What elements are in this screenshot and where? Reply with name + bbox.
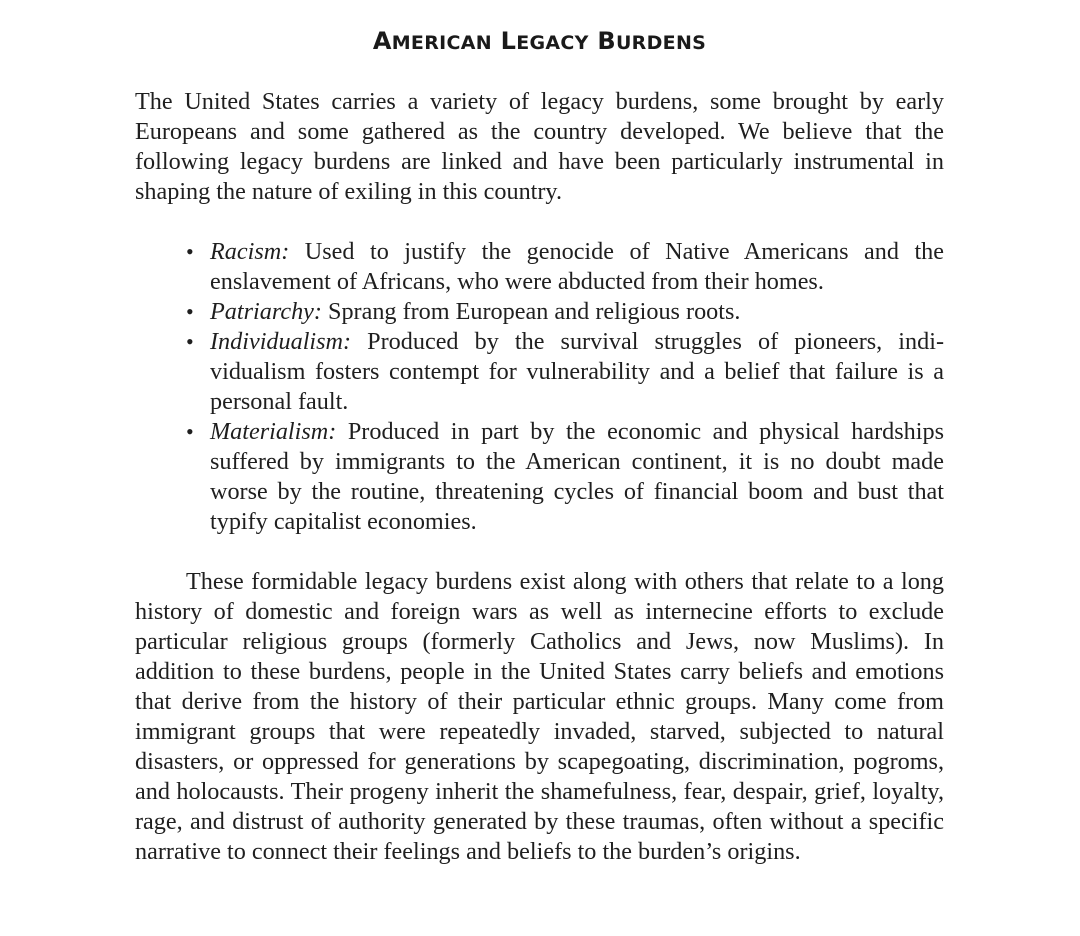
bullet-icon: • (186, 329, 194, 354)
bullet-icon: • (186, 419, 194, 444)
burden-description: Produced by the survival struggles of pioneers, individualism fosters contempt for vulnerability and a belief that failure is a personal fault. (210, 328, 944, 415)
burden-description: Sprang from European and religious roots. (328, 298, 741, 325)
burden-name: Racism: (210, 238, 290, 265)
list-item-individualism (186, 327, 944, 417)
burden-name: Materialism: (210, 418, 337, 445)
title-word-american: AMERICAN (372, 27, 492, 55)
title-word-legacy: LEGACY (500, 27, 589, 55)
legacy-burdens-list (135, 237, 944, 537)
burden-name: Patriarchy: (210, 298, 322, 325)
bullet-icon: • (186, 239, 194, 264)
section-title (135, 26, 944, 58)
document-page (135, 0, 944, 867)
list-item-materialism (186, 417, 944, 537)
intro-paragraph: The United States carries a variety of legacy burdens, some brought by early Europeans and some gathered as the country developed. We believe that the following legacy burdens are linked and have been particularly instrumental in shaping the nature of exiling in this country. (135, 88, 944, 205)
bullet-icon: • (186, 299, 194, 324)
title-word-burdens: BURDENS (597, 27, 707, 55)
list-item-patriarchy (186, 297, 944, 327)
burden-name: Individualism: (210, 328, 352, 355)
burden-description: Produced in part by the economic and physical hardships suffered by immigrants to the American continent, it is no doubt made worse by the routine, threatening cycles of financial boom and bust that typify capitalist economies. (210, 418, 944, 535)
burden-description: Used to justify the genocide of Native Americans and the enslavement of Africans, who were abducted from their homes. (210, 238, 945, 295)
closing-paragraph: These formidable legacy burdens exist along with others that relate to a long history of domestic and foreign wars as well as internecine efforts to exclude particular religious groups (formerly Catholics and Jews, now Muslims). In addition to these burdens, people in the United States carry beliefs and emotions that derive from the history of their particular ethnic groups. Many come from immigrant groups that were repeatedly invaded, starved, subjected to natural disasters, or oppressed for generations by scapegoating, discrimination, pogroms, and holocausts. Their progeny inherit the shamefulness, fear, despair, grief, loyalty, rage, and distrust of authority generated by these traumas, often without a specific narrative to connect their feelings and beliefs to the burden’s origins. (135, 568, 944, 865)
list-item-racism (186, 237, 945, 297)
